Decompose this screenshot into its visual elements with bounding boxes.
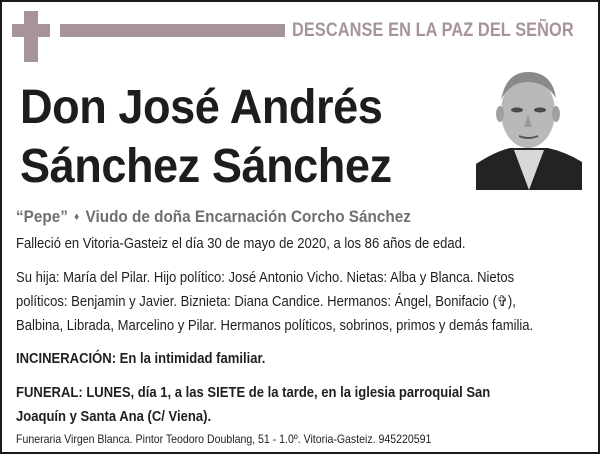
spouse-note: Viudo de doña Encarnación Corcho Sánchez — [85, 207, 411, 226]
subtitle — [16, 207, 411, 227]
header-title: DESCANSE EN LA PAZ DEL SEÑOR — [292, 20, 574, 41]
death-notice: Falleció en Vitoria-Gasteiz el día 30 de mayo de 2020, a los 86 años de edad. — [16, 236, 466, 252]
funeral-home-info: Funeraria Virgen Blanca. Pintor Teodoro Doublang, 51 - 1.0º. Vitoria-Gasteiz. 945220591 — [16, 432, 432, 446]
latin-cross-icon-arm — [12, 24, 50, 37]
deceased-name — [20, 78, 392, 196]
family-line-3: Balbina, Librada, Marcelino y Pilar. Hermanos políticos, sobrinos, primos y demás familia. — [16, 318, 534, 334]
name-line-2: Sánchez Sánchez — [20, 140, 392, 193]
funeral-line-1: FUNERAL: LUNES, día 1, a las SIETE de la tarde, en la iglesia parroquial San — [16, 385, 491, 401]
name-line-1: Don José Andrés — [20, 81, 383, 134]
header-divider-bar — [60, 24, 285, 37]
cremation-notice: INCINERACIÓN: En la intimidad familiar. — [16, 351, 266, 367]
diamond-separator-icon: ♦ — [74, 211, 80, 223]
portrait-photo — [476, 64, 582, 190]
family-list — [16, 266, 533, 338]
funeral-line-2: Joaquín y Santa Ana (C/ Viena). — [16, 409, 212, 425]
nickname: “Pepe” — [16, 207, 68, 226]
funeral-notice — [16, 381, 490, 429]
family-line-2: políticos: Benjamin y Javier. Biznieta: Diana Candice. Hermanos: Ángel, Bonifacio (✞), — [16, 294, 516, 310]
family-line-1: Su hija: María del Pilar. Hijo político: José Antonio Vicho. Nietas: Alba y Blanca. Nietos — [16, 270, 515, 286]
